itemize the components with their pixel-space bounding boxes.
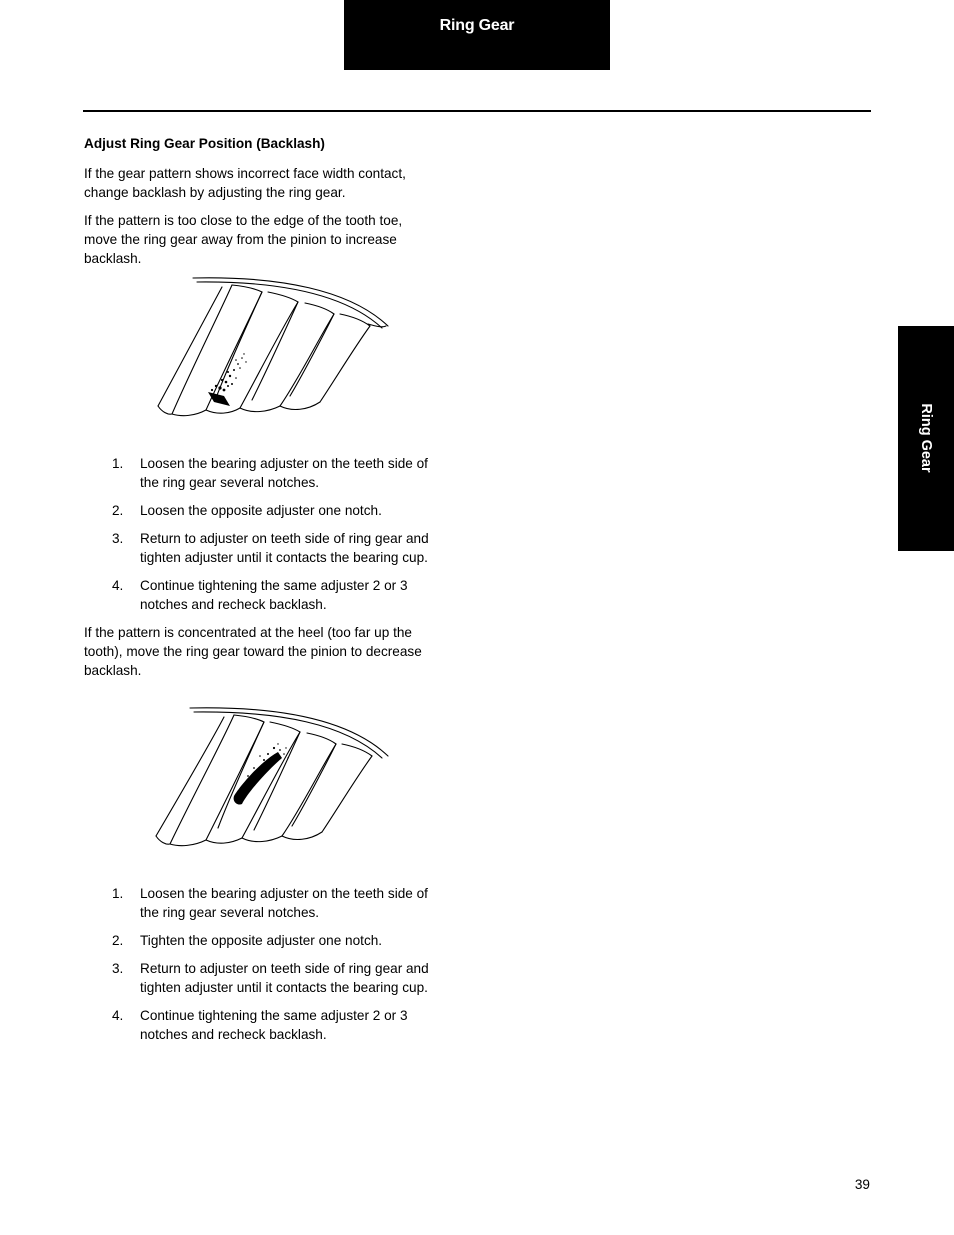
side-tab [898,326,954,551]
header-rule [83,110,871,112]
header-tab [344,0,610,70]
step-number: 1. [112,456,124,471]
section-heading: Adjust Ring Gear Position (Backlash) [84,136,325,151]
gear-tooth-toe-pattern-figure [150,270,400,420]
step-text: Return to adjuster on teeth side of ring gear and tighten adjuster until it contacts the bearing cup. [140,531,429,565]
step-text: Loosen the bearing adjuster on the teeth side of the ring gear several notches. [140,456,428,490]
toe-intro-paragraph: If the pattern is too close to the edge of the tooth toe, move the ring gear away from the pinion to increase backlash. [84,213,403,266]
intro-paragraph: If the gear pattern shows incorrect face width contact, change backlash by adjusting the ring gear. [84,166,406,200]
gear-tooth-heel-pattern-figure [150,700,400,850]
header-title: Ring Gear [439,17,515,34]
side-tab-label: Ring Gear [918,403,934,473]
heel-intro-paragraph: If the pattern is concentrated at the heel (too far up the tooth), move the ring gear toward the pinion to decrease backlash. [84,625,422,678]
step-number: 3. [112,961,124,976]
step-text: Loosen the opposite adjuster one notch. [140,503,382,518]
step-number: 1. [112,886,124,901]
step-text: Continue tightening the same adjuster 2 or 3 notches and recheck backlash. [140,1008,408,1042]
step-number: 4. [112,1008,124,1023]
step-number: 2. [112,933,124,948]
step-text: Return to adjuster on teeth side of ring gear and tighten adjuster until it contacts the bearing cup. [140,961,429,995]
step-text: Loosen the bearing adjuster on the teeth side of the ring gear several notches. [140,886,428,920]
step-number: 4. [112,578,124,593]
page-number: 39 [854,1177,870,1192]
step-number: 3. [112,531,124,546]
step-text: Tighten the opposite adjuster one notch. [140,933,383,948]
step-text: Continue tightening the same adjuster 2 or 3 notches and recheck backlash. [140,578,408,612]
step-number: 2. [112,503,124,518]
